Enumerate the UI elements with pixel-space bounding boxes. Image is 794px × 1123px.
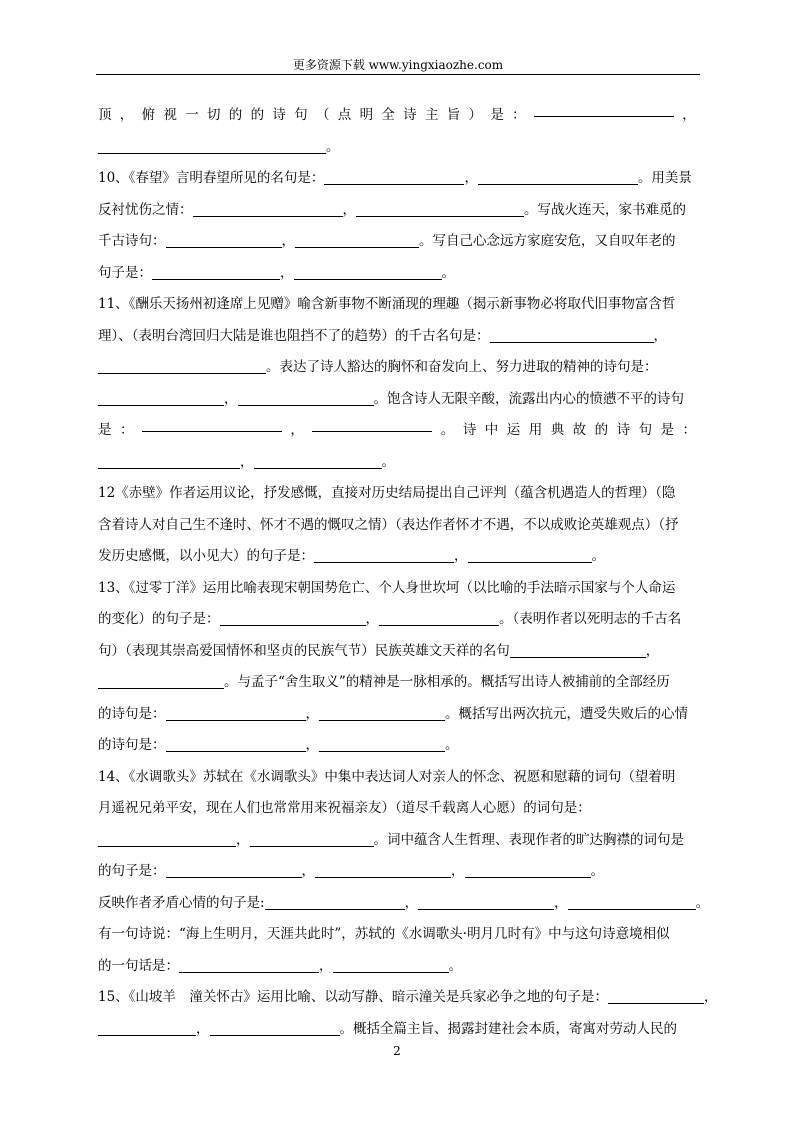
text-segment: ， — [224, 390, 238, 407]
text-segment: 。 — [445, 737, 459, 753]
text-segment: ， — [280, 264, 294, 281]
text-line — [98, 762, 696, 794]
text-segment: ， — [464, 170, 478, 186]
text-segment: 顶 — [98, 107, 112, 123]
header-rule — [96, 74, 700, 75]
text-segment: （ — [315, 107, 330, 123]
text-segment: 的变化）的句子是： — [98, 611, 220, 627]
text-segment: 反映作者矛盾心情的句子是: — [98, 894, 265, 911]
text-segment: 句）（表现其崇高爱国情怀和坚贞的民族气节）民族英雄文天祥的名句 — [98, 642, 510, 659]
text-line — [98, 132, 696, 164]
text-segment: ， — [645, 642, 660, 659]
text-segment: 11、《酬乐天扬州初逢席上见赠》喻含新事物不断涌现的理趣（揭示新事物必将取代旧事物富含哲 — [98, 296, 676, 312]
text-line — [98, 289, 696, 321]
text-segment: ， — [196, 1020, 210, 1037]
answer-blank[interactable] — [166, 861, 302, 878]
text-segment: 。写自己心念远方家庭安危，又自叹年老的 — [419, 233, 676, 249]
text-segment: 一 — [185, 107, 199, 123]
text-segment: 。 — [590, 863, 604, 879]
text-line — [98, 982, 718, 1014]
text-segment: 全 — [381, 107, 395, 123]
text-segment: ， — [682, 107, 696, 123]
text-segment: 中 — [484, 422, 499, 438]
answer-blank[interactable] — [315, 861, 451, 878]
answer-blank[interactable] — [166, 704, 306, 721]
text-segment: 发历史感慨，以小见大）的句子是： — [98, 548, 314, 564]
text-segment: 点 — [337, 107, 352, 123]
answer-blank[interactable] — [465, 861, 591, 878]
answer-blank[interactable] — [418, 893, 554, 910]
text-segment: 。 — [440, 422, 455, 438]
text-segment: ， — [290, 422, 304, 438]
text-segment: 。概括全篇主旨、揭露封建社会本质，寄寓对劳动人民的 — [339, 1020, 677, 1037]
answer-blank[interactable] — [312, 415, 432, 432]
answer-blank[interactable] — [294, 263, 442, 280]
text-segment: 的 — [228, 107, 243, 123]
text-line — [98, 888, 710, 920]
text-line — [98, 100, 696, 132]
answer-blank[interactable] — [254, 452, 382, 469]
text-line — [98, 856, 696, 888]
text-segment: 句子是： — [98, 264, 152, 281]
answer-blank[interactable] — [98, 452, 240, 469]
text-segment: 月遥祝兄弟平安，现在人们也常常用来祝福亲友）（道尽千载离人心愿）的词句是： — [98, 800, 591, 816]
text-segment: ） — [468, 107, 483, 123]
text-segment: 的 — [594, 422, 609, 438]
text-segment: 主 — [424, 107, 439, 123]
text-segment: 的 — [250, 107, 265, 123]
text-segment: 句 — [638, 422, 653, 438]
text-line — [98, 226, 696, 258]
text-segment: 。 — [448, 957, 462, 974]
answer-blank[interactable] — [510, 641, 646, 658]
text-segment: 俯 — [141, 107, 156, 123]
text-segment: 明 — [359, 107, 374, 123]
text-line — [98, 352, 696, 384]
text-segment: 切 — [206, 107, 221, 123]
text-line — [98, 478, 696, 510]
text-segment: 的一句话是： — [98, 957, 179, 974]
text-segment: ， — [342, 201, 356, 218]
page-header: 更多资源下载 www.yingxiaozhe.com — [292, 58, 504, 72]
text-line — [98, 1014, 696, 1046]
text-segment: 15、《山坡羊 潼关怀古》运用比喻、以动写静、暗示潼关是兵家必争之地的句子是： — [98, 989, 608, 1005]
answer-blank[interactable] — [324, 168, 464, 185]
text-line — [98, 699, 696, 731]
answer-blank[interactable] — [468, 546, 592, 563]
text-line — [98, 604, 696, 636]
text-segment: 用 — [528, 422, 543, 438]
text-line — [98, 510, 696, 542]
text-segment: 诗 — [272, 107, 286, 123]
answer-blank[interactable] — [379, 609, 499, 626]
text-line — [98, 258, 696, 290]
text-segment: ， — [240, 453, 254, 470]
text-segment: 。 — [695, 894, 710, 911]
text-segment: ， — [305, 737, 319, 753]
text-segment: 反衬忧伤之情： — [98, 201, 193, 218]
text-segment: ， — [554, 894, 568, 911]
text-segment: 10、《春望》言明春望所见的名句是： — [98, 170, 325, 186]
text-segment: 。 — [326, 138, 340, 155]
answer-blank[interactable] — [98, 1019, 196, 1036]
text-segment: 诗 — [462, 422, 477, 438]
answer-blank[interactable] — [568, 893, 696, 910]
text-line — [98, 573, 696, 605]
text-segment: 14、《水调歌头》苏轼在《水调歌头》中集中表达词人对亲人的怀念、祝愿和慰藉的词句（望着明 — [98, 768, 676, 785]
answer-blank[interactable] — [142, 415, 282, 432]
text-segment: 。写战火连天，家书难觅的 — [524, 201, 686, 218]
text-segment: 有一句诗说：“海上生明月，天涯共此时”，苏轼的《水调歌头·明月几时有》中与这句诗意境相似 — [98, 926, 670, 942]
answer-blank[interactable] — [478, 168, 638, 185]
text-segment: 。饱含诗人无限辛酸，流露出内心的愤懑不平的诗句 — [373, 390, 684, 407]
text-segment: 。词中蕴含人生哲理、表现作者的旷达胸襟的词句是 — [373, 831, 684, 848]
text-line — [98, 793, 696, 825]
text-segment: ： — [119, 422, 134, 438]
text-segment: 千古诗句： — [98, 233, 166, 249]
text-line — [98, 951, 696, 983]
text-segment: 的句子是： — [98, 863, 166, 879]
text-line — [98, 919, 696, 951]
text-segment: 理）、（表明台湾回归大陆是谁也阻挡不了的趋势）的千古名句是： — [98, 327, 490, 344]
text-segment: 诗 — [403, 107, 417, 123]
text-line — [98, 384, 696, 416]
text-segment: 。 — [441, 264, 455, 281]
text-segment: 。用美景 — [637, 170, 692, 186]
text-segment: 的诗句是： — [98, 705, 166, 722]
text-line — [98, 195, 696, 227]
text-segment: 。与孟子“舍生取义”的精神是一脉相承的。概括写出诗人被捕前的全部经历 — [224, 674, 670, 690]
text-segment: 句 — [294, 107, 308, 123]
text-line — [98, 730, 696, 762]
text-segment: 。概括写出两次抗元，遭受失败后的心情 — [445, 705, 688, 722]
text-segment: ， — [404, 894, 419, 911]
answer-blank[interactable] — [152, 263, 280, 280]
answer-blank[interactable] — [166, 231, 282, 248]
answer-blank[interactable] — [490, 326, 654, 343]
text-segment: ： — [682, 422, 696, 438]
text-line — [98, 667, 696, 699]
text-segment: ， — [301, 863, 315, 879]
document-body — [98, 100, 718, 1045]
text-segment: ， — [454, 548, 468, 564]
text-segment: 典 — [550, 422, 565, 438]
answer-blank[interactable] — [250, 830, 374, 847]
text-line — [98, 447, 696, 479]
text-segment: 含着诗人对自己生不逢时、怀才不遇的慨叹之情）（表达作者怀才不遇，不以成败论英雄观点）（抒 — [98, 516, 679, 533]
answer-blank[interactable] — [220, 609, 366, 626]
answer-blank[interactable] — [265, 893, 405, 910]
text-segment: 诗 — [616, 422, 631, 438]
text-segment: ， — [305, 705, 319, 722]
text-segment: ， — [281, 233, 295, 249]
answer-blank[interactable] — [193, 200, 343, 217]
answer-blank[interactable] — [179, 956, 319, 973]
text-segment: 的诗句是： — [98, 737, 166, 753]
answer-blank[interactable] — [608, 987, 704, 1004]
answer-blank[interactable] — [314, 546, 454, 563]
text-segment: ， — [236, 831, 250, 848]
text-segment: 12《赤壁》作者运用议论，抒发感慨，直接对历史结局提出自己评判（蕴含机遇造人的哲理）（隐 — [98, 485, 676, 501]
answer-blank[interactable] — [210, 1019, 340, 1036]
answer-blank[interactable] — [238, 389, 374, 406]
text-segment: ， — [451, 863, 465, 879]
text-segment: 运 — [506, 422, 521, 438]
answer-blank[interactable] — [98, 672, 224, 689]
answer-blank[interactable] — [98, 389, 224, 406]
text-segment: ： — [512, 107, 526, 123]
answer-blank[interactable] — [319, 704, 445, 721]
answer-blank[interactable] — [356, 200, 524, 217]
text-segment: 旨 — [446, 107, 461, 123]
text-line — [98, 825, 696, 857]
text-segment: ， — [319, 957, 333, 974]
answer-blank[interactable] — [333, 956, 449, 973]
text-segment: ， — [653, 327, 667, 344]
text-segment: 。 — [591, 548, 605, 564]
text-segment: 。（表明作者以死明志的千古名 — [499, 611, 682, 627]
text-segment: 13、《过零丁洋》运用比喻表现宋朝国势危亡、个人身世坎坷（以比喻的手法暗示国家与个人命运 — [98, 579, 676, 596]
text-segment: ， — [365, 611, 379, 627]
answer-blank[interactable] — [98, 830, 236, 847]
answer-blank[interactable] — [98, 357, 266, 374]
text-segment: 故 — [572, 422, 587, 438]
text-line — [98, 321, 696, 353]
text-segment: ， — [703, 989, 718, 1005]
answer-blank[interactable] — [295, 231, 419, 248]
answer-blank[interactable] — [98, 137, 326, 154]
answer-blank[interactable] — [166, 735, 306, 752]
answer-blank[interactable] — [319, 735, 445, 752]
text-segment: 视 — [163, 107, 177, 123]
text-line — [98, 415, 696, 447]
text-segment: 。表达了诗人豁达的胸怀和奋发向上、努力进取的精神的诗句是： — [266, 359, 658, 375]
text-segment: 。 — [381, 453, 395, 470]
text-line — [98, 636, 696, 668]
text-segment: 是 — [98, 422, 112, 438]
answer-blank[interactable] — [534, 100, 674, 117]
text-segment: 是 — [660, 422, 675, 438]
text-segment: ， — [119, 107, 134, 123]
text-line — [98, 541, 696, 573]
page-number: 2 — [393, 1044, 401, 1058]
text-segment: 是 — [490, 107, 504, 123]
text-line — [98, 163, 696, 195]
